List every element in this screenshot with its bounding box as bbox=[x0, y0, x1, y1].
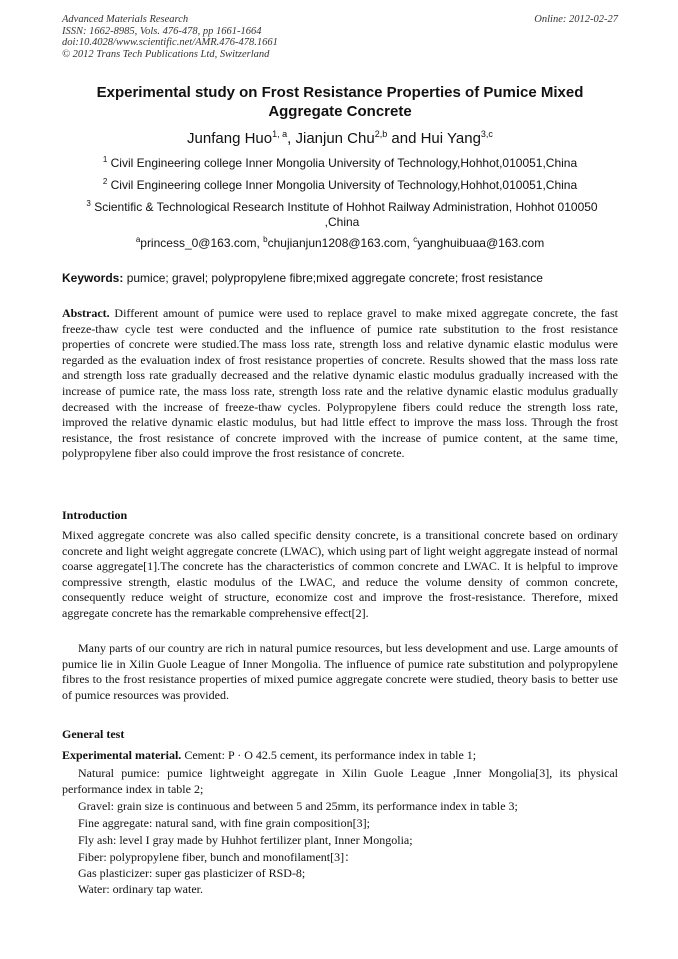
author-superscript: 3,c bbox=[480, 129, 493, 139]
email-superscript: b bbox=[263, 235, 268, 244]
introduction-paragraph-1: Mixed aggregate concrete was also called specific density concrete, is a transitional concrete based on ordinary concrete and light weight aggregate concrete (LWAC), which using part of light weight aggregate instead of normal coarse aggregate[1].The concrete has the characteristics of common concrete and LWAC. It is helpful to improve compressive strength, elastic modulus of the LWAC, and reduce the volume density of common concrete, consequently reduce weight of structure, economize cost and improve the frost-resistance. Therefore, mixed aggregate concrete has the remarkable comprehensive effect[2]. bbox=[62, 528, 618, 620]
material-pumice: Natural pumice: pumice lightweight aggregate in Xilin Guole League ,Inner Mongolia[3], its physical performance index in table 2; bbox=[62, 766, 618, 796]
keywords-text: pumice; gravel; polypropylene fibre;mixed aggregate concrete; frost resistance bbox=[123, 271, 543, 285]
author-superscript: 1, a bbox=[272, 129, 288, 139]
material-gas-plasticizer: Gas plasticizer: super gas plasticizer of RSD-8; bbox=[78, 866, 306, 880]
material-fly-ash: Fly ash: level I gray made by Huhhot fertilizer plant, Inner Mongolia; bbox=[78, 833, 413, 847]
journal-name: Advanced Materials Research bbox=[62, 14, 189, 25]
online-date: Online: 2012-02-27 bbox=[534, 14, 618, 25]
introduction-paragraph-2: Many parts of our country are rich in natural pumice resources, but less development and use. Large amounts of pumice lie in Xilin Guole League of Inner Mongolia. The influence of pumice rate substitution and polypropylene fibres to the frost resistance properties of mixed pumice aggregate concrete were studied, theory basis to better use of pumice resources was provided. bbox=[62, 641, 618, 702]
paper-title: Experimental study on Frost Resistance Properties of Pumice Mixed Aggregate Concrete bbox=[96, 84, 584, 120]
doi-line: doi:10.4028/www.scientific.net/AMR.476-478.1661 bbox=[62, 37, 278, 48]
affiliation-text: Scientific & Technological Research Institute of Hohhot Railway Administration, Hohhot 010050 ,China bbox=[94, 200, 598, 229]
material-fiber: Fiber: polypropylene fiber, bunch and monofilament[3]： bbox=[78, 850, 357, 864]
material-gravel: Gravel: grain size is continuous and between 5 and 25mm, its performance index in table 3; bbox=[78, 799, 518, 813]
affiliation-text: Civil Engineering college Inner Mongolia University of Technology,Hohhot,010051,China bbox=[110, 156, 578, 170]
affiliation-number: 1 bbox=[102, 155, 108, 164]
affiliation-number: 2 bbox=[102, 177, 108, 186]
material-label: Experimental material. bbox=[62, 748, 182, 762]
copyright-line: © 2012 Trans Tech Publications Ltd, Switzerland bbox=[62, 48, 270, 60]
email-line bbox=[62, 236, 618, 251]
email-address: yanghuibuaa@163.com bbox=[417, 236, 545, 250]
abstract-label: Abstract. bbox=[62, 306, 110, 320]
journal-header bbox=[62, 14, 618, 60]
section-heading-introduction: Introduction bbox=[62, 508, 128, 522]
email-address: princess_0@163.com, bbox=[140, 236, 264, 250]
email-superscript: a bbox=[135, 235, 141, 244]
email-superscript: c bbox=[413, 235, 418, 244]
author-name: Jianjun Chu bbox=[295, 130, 375, 147]
affiliation-1 bbox=[62, 156, 618, 171]
author-separator: , bbox=[287, 130, 296, 147]
material-cement bbox=[62, 748, 618, 764]
affiliation-text: Civil Engineering college Inner Mongolia University of Technology,Hohhot,010051,China bbox=[110, 178, 578, 192]
issn-line: ISSN: 1662-8985, Vols. 476-478, pp 1661-1664 bbox=[62, 25, 262, 37]
abstract-paragraph bbox=[62, 306, 618, 462]
affiliation-number: 3 bbox=[86, 199, 91, 208]
affiliation-2 bbox=[62, 178, 618, 193]
material-text: Cement: P · O 42.5 cement, its performance index in table 1; bbox=[181, 748, 477, 762]
email-address: chujianjun1208@163.com, bbox=[267, 236, 414, 250]
author-name: Junfang Huo bbox=[187, 130, 273, 147]
keywords-line bbox=[62, 271, 618, 286]
keywords-label: Keywords: bbox=[62, 271, 124, 285]
author-list bbox=[62, 130, 618, 148]
author-separator: and bbox=[387, 130, 421, 147]
affiliation-3 bbox=[72, 200, 612, 230]
material-fine-aggregate: Fine aggregate: natural sand, with fine grain composition[3]; bbox=[78, 816, 370, 830]
material-water: Water: ordinary tap water. bbox=[78, 882, 203, 896]
author-name: Hui Yang bbox=[420, 130, 481, 147]
author-superscript: 2,b bbox=[374, 129, 388, 139]
section-heading-general-test: General test bbox=[62, 727, 125, 741]
abstract-text: Different amount of pumice were used to replace gravel to make mixed aggregate concrete, the fast freeze-thaw cycle test were conducted and the influence of pumice rate substitution to the frost resistance properties of concrete were studied.The mass loss rate, strength loss and relative dynamic elastic modulus were regarded as the evaluation index of frost resistance properties of concrete. Results showed that the mass loss rate and strength loss rate gradually decreased and the relative dynamic elastic modulus gradually increased with the increase of pumice rate, the mass loss rate, strength loss rate and the relative dynamic elastic modulus gradually decreased with the increase of freeze-thaw cycles. Polypropylene fibers could reduce the strength loss rate, improved the relative dynamic elastic modulus, but had little effect to improve the mass loss. Through the frost resistance, the frost resistance of concrete improved with the increase of pumice content, at the same time, polypropylene fiber also could improve the frost resistance of concrete. bbox=[62, 306, 618, 461]
